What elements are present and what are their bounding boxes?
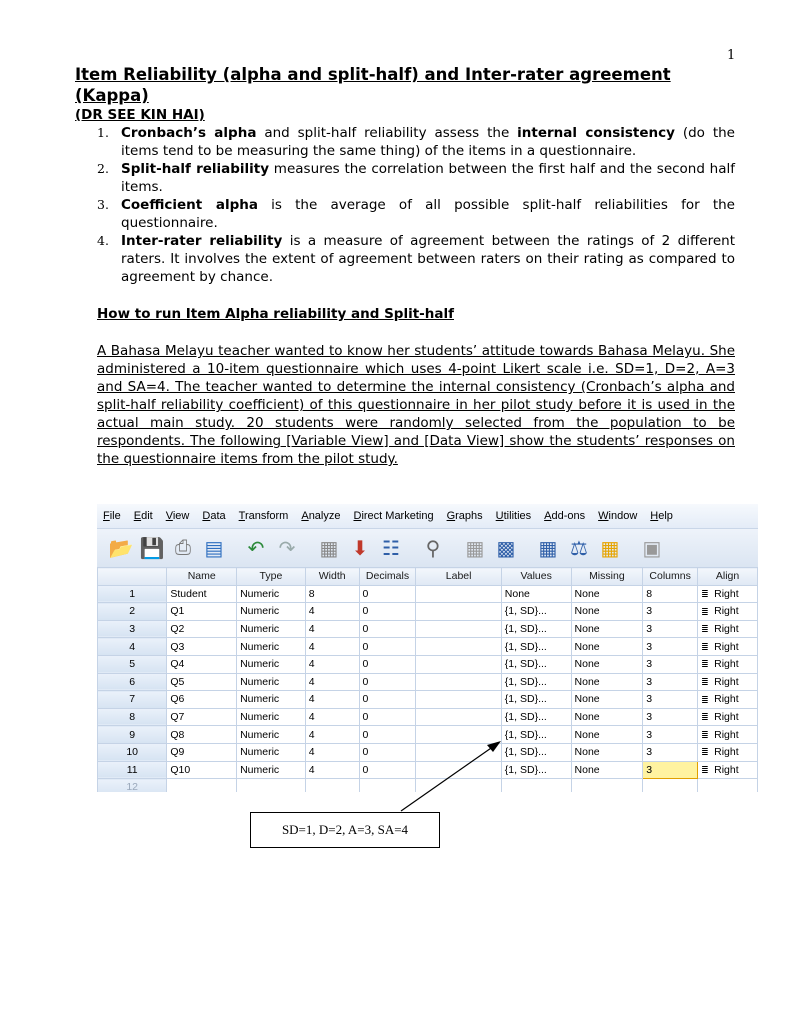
align-cell[interactable]: ≣ Right bbox=[698, 691, 758, 709]
name-cell[interactable]: Q5 bbox=[167, 673, 237, 691]
name-cell[interactable]: Q7 bbox=[167, 708, 237, 726]
name-cell[interactable]: Q1 bbox=[167, 603, 237, 621]
open-folder-icon[interactable]: 📂 bbox=[108, 537, 134, 560]
menu-graphs[interactable]: Graphs bbox=[446, 510, 483, 522]
type-cell[interactable]: Numeric bbox=[237, 620, 306, 638]
missing-cell[interactable]: None bbox=[571, 620, 643, 638]
width-cell[interactable]: 4 bbox=[305, 691, 359, 709]
align-cell[interactable]: ≣ Right bbox=[698, 726, 758, 744]
values-cell[interactable]: {1, SD}... bbox=[501, 603, 571, 621]
width-cell[interactable]: 4 bbox=[305, 743, 359, 761]
name-cell[interactable]: Q2 bbox=[167, 620, 237, 638]
align-right-icon: ≣ bbox=[701, 694, 709, 705]
type-cell[interactable]: Numeric bbox=[237, 603, 306, 621]
name-cell[interactable]: Q4 bbox=[167, 655, 237, 673]
align-right-icon: ≣ bbox=[701, 747, 709, 758]
insert-cases-icon[interactable]: ▦ bbox=[465, 537, 485, 560]
col-header-missing[interactable]: Missing bbox=[571, 568, 643, 586]
missing-cell[interactable]: None bbox=[571, 726, 643, 744]
values-cell[interactable]: {1, SD}... bbox=[501, 620, 571, 638]
missing-cell[interactable]: None bbox=[571, 761, 643, 779]
name-cell[interactable]: Q3 bbox=[167, 638, 237, 656]
menu-add-ons[interactable]: Add-ons bbox=[544, 510, 586, 522]
col-header-values[interactable]: Values bbox=[501, 568, 571, 586]
values-cell[interactable]: {1, SD}... bbox=[501, 673, 571, 691]
scenario-paragraph: A Bahasa Melayu teacher wanted to know her students’ attitude towards Bahasa Melayu. She administered a 10-item questionnaire which uses 4-point Likert scale i.e. SD=1, D=2, A=3 and SA=4. The teacher wanted to determine the internal consistency (Cronbach’s alpha and split-half reliability coefficient) of this questionnaire in her pilot study before it is used in the actual main study. 20 students were randomly selected from the population to be respondents. The following [Variable View] and [Data View] show the students’ responses on the questionnaire items from the pilot study. bbox=[97, 343, 735, 467]
list-item: 1. Cronbach’s alpha and split-half reliability assess the internal consistency (do the items tend to be measuring the same thing) of the items in a questionnaire. bbox=[97, 125, 735, 159]
width-cell[interactable]: 8 bbox=[305, 585, 359, 603]
decimals-cell[interactable]: 0 bbox=[359, 620, 416, 638]
menu-help[interactable]: Help bbox=[650, 510, 673, 522]
align-right-icon: ≣ bbox=[701, 641, 709, 652]
menu-utilities[interactable]: Utilities bbox=[495, 510, 532, 522]
page-number: 1 bbox=[727, 48, 736, 63]
menu-data[interactable]: Data bbox=[202, 510, 226, 522]
columns-cell[interactable]: 8 bbox=[643, 585, 698, 603]
missing-cell[interactable]: None bbox=[571, 673, 643, 691]
align-right-icon: ≣ bbox=[701, 589, 709, 600]
decimals-cell[interactable]: 0 bbox=[359, 761, 416, 779]
align-right-icon: ≣ bbox=[701, 765, 709, 776]
width-cell[interactable]: 4 bbox=[305, 638, 359, 656]
type-cell[interactable]: Numeric bbox=[237, 726, 306, 744]
goto-variable-icon[interactable]: ⬇ bbox=[351, 537, 369, 560]
section-heading: How to run Item Alpha reliability and Split-half bbox=[97, 306, 454, 322]
align-right-icon: ≣ bbox=[701, 659, 709, 670]
columns-cell[interactable]: 3 bbox=[643, 655, 698, 673]
row-number[interactable]: 5 bbox=[98, 655, 167, 673]
decimals-cell[interactable]: 0 bbox=[359, 726, 416, 744]
values-cell[interactable]: {1, SD}... bbox=[501, 743, 571, 761]
redo-icon[interactable]: ↷ bbox=[278, 537, 296, 560]
col-header-decimals[interactable]: Decimals bbox=[359, 568, 416, 586]
row-number[interactable]: 4 bbox=[98, 638, 167, 656]
print-icon[interactable]: ⎙ bbox=[175, 536, 191, 559]
select-cases-icon[interactable]: ▦ bbox=[600, 537, 620, 560]
menu-direct-marketing[interactable]: Direct Marketing bbox=[353, 510, 434, 522]
width-cell[interactable]: 4 bbox=[305, 655, 359, 673]
align-right-icon: ≣ bbox=[701, 624, 709, 635]
columns-cell[interactable]: 3 bbox=[643, 726, 698, 744]
align-cell[interactable]: ≣ Right bbox=[698, 708, 758, 726]
type-cell[interactable]: Numeric bbox=[237, 585, 306, 603]
type-cell[interactable]: Numeric bbox=[237, 673, 306, 691]
values-cell[interactable]: {1, SD}... bbox=[501, 691, 571, 709]
goto-case-icon[interactable]: ▦ bbox=[319, 537, 339, 560]
missing-cell[interactable]: None bbox=[571, 708, 643, 726]
variables-icon[interactable]: ☷ bbox=[382, 537, 400, 560]
align-right-icon: ≣ bbox=[701, 729, 709, 740]
value-labels-icon[interactable]: ▣ bbox=[642, 537, 662, 560]
row-number[interactable]: 9 bbox=[98, 726, 167, 744]
columns-cell[interactable]: 3 bbox=[643, 691, 698, 709]
menu-transform[interactable]: Transform bbox=[238, 510, 289, 522]
row-number[interactable]: 3 bbox=[98, 620, 167, 638]
align-right-icon: ≣ bbox=[701, 606, 709, 617]
width-cell[interactable]: 4 bbox=[305, 673, 359, 691]
values-cell[interactable]: {1, SD}... bbox=[501, 708, 571, 726]
align-cell[interactable]: ≣ Right bbox=[698, 638, 758, 656]
align-cell[interactable]: ≣ Right bbox=[698, 620, 758, 638]
list-item: 2. Split-half reliability measures the correlation between the first half and the second half items. bbox=[97, 161, 736, 195]
menu-edit[interactable]: Edit bbox=[133, 510, 153, 522]
menu-window[interactable]: Window bbox=[598, 510, 638, 522]
missing-cell[interactable]: None bbox=[571, 743, 643, 761]
name-cell[interactable]: Q8 bbox=[167, 726, 237, 744]
undo-icon[interactable]: ↶ bbox=[247, 537, 265, 560]
columns-cell[interactable]: 3 bbox=[643, 603, 698, 621]
decimals-cell[interactable]: 0 bbox=[359, 585, 416, 603]
decimals-cell[interactable]: 0 bbox=[359, 603, 416, 621]
values-cell[interactable]: {1, SD}... bbox=[501, 761, 571, 779]
insert-variable-icon[interactable]: ▩ bbox=[496, 537, 516, 560]
type-cell[interactable]: Numeric bbox=[237, 655, 306, 673]
columns-cell[interactable]: 3 bbox=[643, 638, 698, 656]
menu-analyze[interactable]: Analyze bbox=[301, 510, 341, 522]
document-title: Item Reliability (alpha and split-half) and Inter-rater agreement (Kappa) bbox=[75, 65, 671, 105]
decimals-cell[interactable]: 0 bbox=[359, 691, 416, 709]
align-cell[interactable]: ≣ Right bbox=[698, 585, 758, 603]
missing-cell[interactable]: None bbox=[571, 603, 643, 621]
name-cell[interactable]: Q6 bbox=[167, 691, 237, 709]
missing-cell[interactable]: None bbox=[571, 691, 643, 709]
weight-cases-icon[interactable]: ⚖ bbox=[570, 537, 588, 560]
columns-cell[interactable]: 3 bbox=[643, 761, 698, 779]
type-cell[interactable]: Numeric bbox=[237, 638, 306, 656]
author-line: (DR SEE KIN HAI) bbox=[75, 107, 205, 123]
row-number[interactable]: 11 bbox=[98, 761, 167, 779]
col-header-align[interactable]: Align bbox=[698, 568, 758, 586]
columns-cell[interactable]: 3 bbox=[643, 743, 698, 761]
menu-view[interactable]: View bbox=[165, 510, 190, 522]
menu-file[interactable]: File bbox=[103, 510, 121, 522]
columns-cell[interactable]: 3 bbox=[643, 673, 698, 691]
align-cell[interactable]: ≣ Right bbox=[698, 673, 758, 691]
values-cell[interactable]: {1, SD}... bbox=[501, 655, 571, 673]
align-cell[interactable]: ≣ Right bbox=[698, 603, 758, 621]
columns-cell[interactable]: 3 bbox=[643, 620, 698, 638]
row-number[interactable]: 6 bbox=[98, 673, 167, 691]
list-item: 3. Coefficient alpha is the average of all possible split-half reliabilities for the questionnaire. bbox=[97, 197, 735, 231]
type-cell[interactable]: Numeric bbox=[237, 708, 306, 726]
missing-cell[interactable]: None bbox=[571, 585, 643, 603]
row-number[interactable]: 10 bbox=[98, 743, 167, 761]
row-number[interactable]: 12 bbox=[98, 779, 167, 792]
align-cell[interactable]: ≣ Right bbox=[698, 655, 758, 673]
decimals-cell[interactable]: 0 bbox=[359, 638, 416, 656]
likert-scale-callout: SD=1, D=2, A=3, SA=4 bbox=[250, 812, 440, 848]
width-cell[interactable]: 4 bbox=[305, 726, 359, 744]
width-cell[interactable]: 4 bbox=[305, 620, 359, 638]
type-cell[interactable]: Numeric bbox=[237, 691, 306, 709]
align-cell[interactable]: ≣ Right bbox=[698, 761, 758, 779]
width-cell[interactable]: 4 bbox=[305, 708, 359, 726]
type-cell[interactable]: Numeric bbox=[237, 743, 306, 761]
align-right-icon: ≣ bbox=[701, 677, 709, 688]
col-header-label[interactable]: Label bbox=[416, 568, 501, 586]
row-number[interactable]: 8 bbox=[98, 708, 167, 726]
split-file-icon[interactable]: ▦ bbox=[538, 537, 558, 560]
values-cell[interactable]: {1, SD}... bbox=[501, 638, 571, 656]
decimals-cell[interactable]: 0 bbox=[359, 708, 416, 726]
values-cell[interactable]: None bbox=[501, 585, 571, 603]
type-cell[interactable]: Numeric bbox=[237, 761, 306, 779]
values-cell[interactable]: {1, SD}... bbox=[501, 726, 571, 744]
col-header-name[interactable]: Name bbox=[167, 568, 237, 586]
dialog-recall-icon[interactable]: ▤ bbox=[204, 537, 224, 560]
align-cell[interactable]: ≣ Right bbox=[698, 743, 758, 761]
name-cell[interactable]: Q10 bbox=[167, 761, 237, 779]
missing-cell[interactable]: None bbox=[571, 638, 643, 656]
name-cell[interactable]: Q9 bbox=[167, 743, 237, 761]
save-icon[interactable]: 💾 bbox=[139, 537, 165, 560]
row-number[interactable]: 2 bbox=[98, 603, 167, 621]
col-header-width[interactable]: Width bbox=[305, 568, 359, 586]
width-cell[interactable]: 4 bbox=[305, 603, 359, 621]
col-header-columns[interactable]: Columns bbox=[643, 568, 698, 586]
columns-cell[interactable]: 3 bbox=[643, 708, 698, 726]
row-number[interactable]: 1 bbox=[98, 585, 167, 603]
width-cell[interactable]: 4 bbox=[305, 761, 359, 779]
missing-cell[interactable]: None bbox=[571, 655, 643, 673]
decimals-cell[interactable]: 0 bbox=[359, 743, 416, 761]
row-number[interactable]: 7 bbox=[98, 691, 167, 709]
find-icon[interactable]: ⚲ bbox=[425, 537, 441, 560]
decimals-cell[interactable]: 0 bbox=[359, 655, 416, 673]
decimals-cell[interactable]: 0 bbox=[359, 673, 416, 691]
align-right-icon: ≣ bbox=[701, 712, 709, 723]
col-header-type[interactable]: Type bbox=[237, 568, 306, 586]
list-item: 4. Inter-rater reliability is a measure of agreement between the ratings of 2 different raters. It involves the extent of agreement between raters on their rating as compared to agreement by chance. bbox=[97, 233, 735, 285]
name-cell[interactable]: Student bbox=[167, 585, 237, 603]
